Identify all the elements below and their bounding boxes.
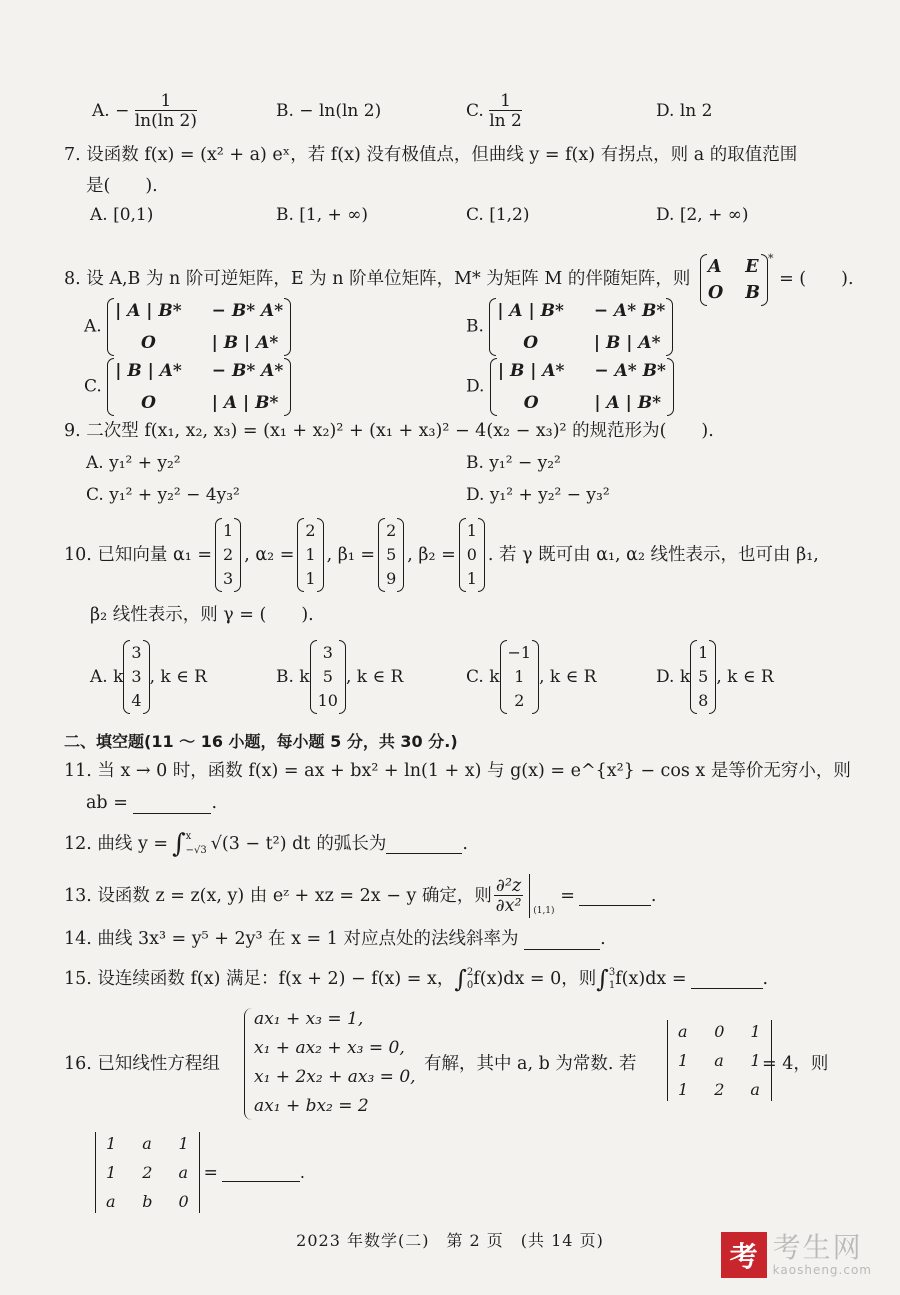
- q8-block-matrix-grid: [708, 256, 760, 304]
- q10-k-suffix: , k ∈ R: [149, 667, 207, 687]
- q16-det2-line: 1 a 1 1 2 a a b 0 = .: [95, 1132, 305, 1213]
- q10-beta2-label: , β₂ =: [407, 545, 456, 565]
- q16-answer-blank[interactable]: [222, 1163, 300, 1182]
- vector-entry: 3: [131, 667, 142, 686]
- vector-entry: 5: [386, 545, 397, 564]
- q8-choice-d-matrix: [490, 358, 674, 416]
- q15-int2-lower: 1: [608, 980, 616, 991]
- kaosheng-watermark: [721, 1232, 872, 1278]
- q16-det1-body: [667, 1020, 772, 1101]
- watermark-cn: 考生网: [772, 1231, 863, 1264]
- q15-integral-2: [596, 966, 615, 992]
- q6-c-num: 1: [489, 92, 522, 111]
- kaosheng-logo-icon: [721, 1232, 767, 1278]
- matrix-cell: O: [140, 333, 156, 353]
- q8-choice-c-label: C.: [84, 376, 102, 397]
- q10-alpha1-entries: [223, 520, 233, 590]
- integral-sign: ∫: [172, 829, 186, 859]
- q10-choice-a: [90, 640, 207, 714]
- q16-eq3: x₁ + 2x₂ + ax₃ = 0,: [254, 1067, 416, 1087]
- q8-choice-d: [466, 358, 674, 416]
- q13-stem: 13. 设函数 z = z(x, y) 由 eᶻ + xz = 2x − y 确定，则 $\frac{\text{∂²z}}{\text{∂x²}}$ (1,1) = .: [64, 874, 656, 918]
- integral-sign: ∫: [454, 965, 467, 993]
- q8-choice-a-label: A.: [84, 316, 102, 337]
- q8-stem-tail: = ( ).: [779, 269, 854, 289]
- q8-adjugate-star: *: [767, 252, 774, 265]
- matrix-cell: − B* A*: [211, 361, 284, 381]
- q10-beta1-entries: [386, 520, 396, 590]
- q12-limits: [186, 830, 207, 858]
- q12-integrand: √(3 − t²) dt: [210, 834, 311, 854]
- q13-num: ∂²z: [495, 875, 522, 896]
- vector-entry: 9: [386, 569, 397, 588]
- matrix-cell: | A | B*: [594, 393, 661, 413]
- vector-entry: 2: [223, 545, 234, 564]
- q7-choice-c: C. [1,2): [466, 205, 530, 225]
- q8-stem-text: 8. 设 A,B 为 n 阶可逆矩阵，E 为 n 阶单位矩阵，M* 为矩阵 M 的伴随矩阵，则: [64, 269, 691, 289]
- vector-entry: 8: [698, 691, 709, 710]
- q7-choice-a: A. [0,1): [90, 205, 154, 225]
- q16-det2-grid: [106, 1134, 189, 1211]
- q12-prefix: 12. 曲线 y =: [64, 834, 169, 854]
- q12-integral: [172, 830, 310, 858]
- q10-choice-b-entries: [318, 642, 338, 712]
- q11-stem-line1: 11. 当 x → 0 时，函数 f(x) = ax + bx² + ln(1 + x) 与 g(x) = e^{x²} − cos x 是等价无穷小，则: [64, 761, 851, 781]
- q12-answer-blank[interactable]: [386, 835, 462, 854]
- q7-choice-b: B. [1, + ∞): [276, 205, 368, 225]
- det-cell: 0: [714, 1022, 725, 1041]
- q15-int2-upper: 3: [608, 967, 616, 978]
- matrix-cell: | B | A*: [497, 361, 565, 381]
- q15-int1-lower: 0: [466, 980, 474, 991]
- q16-det2-body: [95, 1132, 200, 1213]
- q11-line2-text: ab =: [86, 793, 128, 813]
- q8-choice-b-label: B.: [466, 316, 484, 337]
- q8-matrix-cell: A: [707, 256, 722, 277]
- q6-choice-b: B. − ln(ln 2): [276, 101, 382, 121]
- q10-suffix: . 若 γ 既可由 α₁, α₂ 线性表示，也可由 β₁,: [487, 545, 819, 565]
- vector-entry: 5: [322, 667, 333, 686]
- q7-stem-line1: 7. 设函数 f(x) = (x² + a) eˣ，若 f(x) 没有极值点，但曲线 y = f(x) 有拐点，则 a 的取值范围: [64, 145, 798, 165]
- vector-entry: 1: [698, 643, 709, 662]
- q8-choice-c-grid: [115, 360, 283, 414]
- det-cell: a: [750, 1080, 760, 1099]
- q6-a-den: ln(ln 2): [134, 111, 198, 131]
- q16-det1-grid: [678, 1022, 761, 1099]
- matrix-cell: − A* B*: [593, 301, 666, 321]
- q10-choice-c: [466, 640, 596, 714]
- q16-prefix: 16. 已知线性方程组: [64, 1054, 220, 1074]
- det-cell: 1: [106, 1163, 117, 1182]
- q12-upper-limit: x: [185, 831, 192, 842]
- q15-integral-1: [454, 966, 473, 992]
- q8-choice-a-matrix: [107, 298, 291, 356]
- vector-entry: 3: [322, 643, 333, 662]
- q13-answer-blank[interactable]: [579, 887, 651, 906]
- q8-matrix-cell: O: [707, 282, 724, 303]
- q11-stem-line2: ab = .: [86, 793, 218, 813]
- matrix-cell: O: [523, 333, 538, 353]
- q15-stem: 15. 设连续函数 f(x) 满足：f(x + 2) − f(x) = x， ∫ 2 0 f(x)dx = 0，则 ∫ 3 1 f(x)dx = .: [64, 965, 769, 993]
- q10-beta1-label: , β₁ =: [326, 545, 376, 565]
- det-cell: a: [714, 1051, 724, 1070]
- q6-c-den: ln 2: [489, 111, 522, 131]
- q10-k-suffix: , k ∈ R: [345, 667, 404, 687]
- q16-det1: [667, 1020, 772, 1101]
- q10-choice-d-label: D. k: [656, 667, 691, 687]
- q10-alpha2-label: , α₂ =: [244, 545, 295, 565]
- q9-choice-b: B. y₁² − y₂²: [466, 453, 561, 473]
- q16-system-brace: [244, 1008, 253, 1120]
- matrix-cell: O: [141, 393, 156, 413]
- q8-choice-d-label: D.: [466, 376, 485, 397]
- q10-stem-line2: β₂ 线性表示，则 γ = ( ).: [90, 605, 314, 625]
- q10-k-suffix: , k ∈ R: [716, 667, 774, 687]
- q7-choice-d: D. [2, + ∞): [656, 205, 749, 225]
- vector-entry: 1: [466, 569, 477, 588]
- q16-mid: 有解，其中 a, b 为常数. 若: [424, 1054, 637, 1074]
- vector-entry: 0: [466, 545, 477, 564]
- q6-choice-a: [92, 92, 197, 131]
- det-cell: b: [142, 1192, 153, 1211]
- vector-entry: 1: [305, 569, 316, 588]
- vector-entry: −1: [507, 643, 532, 662]
- det-cell: 1: [678, 1051, 689, 1070]
- q8-stem: [64, 248, 854, 306]
- q10-prefix: 10. 已知向量 α₁ =: [64, 545, 213, 565]
- q10-choice-a-label: A. k: [90, 667, 124, 687]
- q9-stem: 9. 二次型 f(x₁, x₂, x₃) = (x₁ + x₂)² + (x₁ + x₃)² − 4(x₂ − x₃)² 的规范形为( ).: [64, 421, 714, 441]
- q11-answer-blank[interactable]: [133, 795, 211, 814]
- q9-choice-d: D. y₁² + y₂² − y₃²: [466, 485, 610, 505]
- q10-stem: [64, 518, 819, 592]
- vector-entry: 2: [386, 521, 397, 540]
- vector-entry: 3: [131, 643, 142, 662]
- q15-mid: f(x)dx = 0，则: [473, 969, 597, 989]
- page-footer: 2023 年数学(二) 第 2 页 (共 14 页): [296, 1231, 604, 1250]
- q10-choice-d-entries: [698, 642, 708, 712]
- q10-choice-a-entries: [131, 642, 141, 712]
- vector-entry: 1: [223, 521, 234, 540]
- q14-stem: 14. 曲线 3x³ = y⁵ + 2y³ 在 x = 1 对应点处的法线斜率为 .: [64, 929, 606, 949]
- q14-text: 14. 曲线 3x³ = y⁵ + 2y³ 在 x = 1 对应点处的法线斜率为: [64, 929, 519, 949]
- q8-choice-b-grid: [497, 300, 665, 354]
- q8-choice-c-matrix: [107, 358, 291, 416]
- q16-eq1: ax₁ + x₃ = 1,: [254, 1009, 364, 1029]
- q16-eq-text: = 4，则: [762, 1054, 829, 1074]
- matrix-cell: | A | B*: [115, 301, 182, 321]
- q13-equals: =: [560, 886, 575, 906]
- q10-choice-c-vector: [500, 640, 540, 714]
- integral-sign: ∫: [596, 965, 609, 993]
- q6-choice-c: [466, 92, 522, 131]
- q9-choice-c: C. y₁² + y₂² − 4y₃²: [86, 485, 240, 505]
- matrix-cell: | A | B*: [211, 393, 279, 413]
- q6-a-num: 1: [135, 92, 197, 111]
- logo-char: 考: [729, 1240, 758, 1273]
- q6-choice-c-prefix: C.: [466, 101, 484, 121]
- watermark-en: kaosheng.com: [772, 1263, 872, 1277]
- q10-alpha2-entries: [305, 520, 315, 590]
- det-cell: 1: [750, 1051, 761, 1070]
- q14-answer-blank[interactable]: [524, 931, 600, 950]
- watermark-text: [773, 1233, 872, 1277]
- det-cell: 1: [106, 1134, 117, 1153]
- q10-choice-b: [276, 640, 403, 714]
- matrix-cell: | A | B*: [497, 301, 564, 321]
- q15-end: f(x)dx =: [615, 969, 687, 989]
- q8-choice-a: [84, 298, 291, 356]
- q10-beta1-vector: [378, 518, 404, 592]
- vector-entry: 2: [305, 521, 316, 540]
- vector-entry: 2: [514, 691, 525, 710]
- q10-choice-d: [656, 640, 774, 714]
- q12-stem: 12. 曲线 y = ∫ x −√3 √(3 − t²) dt 的弧长为 .: [64, 829, 468, 859]
- vector-entry: 1: [466, 521, 477, 540]
- q6-choice-a-fraction: [135, 92, 197, 131]
- det-cell: 0: [178, 1192, 189, 1211]
- q8-choice-a-grid: [115, 300, 283, 354]
- det-cell: a: [178, 1163, 188, 1182]
- q15-prefix: 15. 设连续函数 f(x) 满足：f(x + 2) − f(x) = x，: [64, 969, 455, 989]
- q16-end: =: [203, 1162, 218, 1183]
- q8-choice-b: [466, 298, 673, 356]
- q10-choice-d-vector: [690, 640, 716, 714]
- det-cell: a: [106, 1192, 116, 1211]
- q8-block-matrix: [700, 254, 768, 306]
- q10-choice-b-label: B. k: [276, 667, 310, 687]
- q10-beta2-vector: [459, 518, 485, 592]
- matrix-cell: | B | A*: [211, 333, 279, 353]
- det-cell: 1: [750, 1022, 761, 1041]
- det-cell: a: [678, 1022, 688, 1041]
- q10-choice-c-entries: [508, 642, 532, 712]
- q10-k-suffix: , k ∈ R: [539, 667, 597, 687]
- q13-partial-fraction: [494, 877, 523, 916]
- q7-stem-line2: 是( ).: [86, 176, 158, 196]
- q12-lower-limit: −√3: [185, 845, 207, 856]
- q10-alpha1-vector: [215, 518, 241, 592]
- q6-choice-c-fraction: [489, 92, 522, 131]
- q10-choice-c-label: C. k: [466, 667, 500, 687]
- matrix-cell: O: [523, 393, 539, 413]
- q8-choice-c: [84, 358, 291, 416]
- det-cell: a: [142, 1134, 152, 1153]
- matrix-cell: | B | A*: [115, 361, 182, 381]
- q10-alpha2-vector: [297, 518, 323, 592]
- det-cell: 1: [678, 1080, 689, 1099]
- vector-entry: 3: [223, 569, 234, 588]
- q16-eq2: x₁ + ax₂ + x₃ = 0,: [254, 1038, 405, 1058]
- q15-answer-blank[interactable]: [691, 970, 763, 989]
- q12-suffix: 的弧长为: [316, 834, 387, 854]
- q10-choice-b-vector: [310, 640, 346, 714]
- q13-prefix: 13. 设函数 z = z(x, y) 由 eᶻ + xz = 2x − y 确定，则: [64, 886, 492, 906]
- det-cell: 2: [142, 1163, 153, 1182]
- q13-den: ∂x²: [495, 895, 522, 916]
- det-cell: 1: [178, 1134, 189, 1153]
- q6-choice-a-prefix: A. −: [92, 101, 130, 121]
- matrix-cell: − A* B*: [594, 361, 666, 381]
- vector-entry: 1: [514, 667, 525, 686]
- q8-choice-d-grid: [498, 360, 666, 414]
- q6-choice-d: D. ln 2: [656, 101, 713, 121]
- section-fill-in-header: 二、填空题(11 ～ 16 小题，每小题 5 分，共 30 分.): [64, 732, 458, 751]
- matrix-cell: | B | A*: [593, 333, 661, 353]
- vector-entry: 5: [698, 667, 709, 686]
- matrix-cell: − B* A*: [211, 301, 284, 321]
- q13-evaluation-bar: [529, 874, 555, 918]
- vector-entry: 1: [305, 545, 316, 564]
- vector-entry: 10: [317, 691, 338, 710]
- q15-int1-upper: 2: [466, 967, 474, 978]
- q10-choice-a-vector: [123, 640, 149, 714]
- q8-matrix-cell: E: [745, 256, 759, 277]
- vector-entry: 4: [131, 691, 142, 710]
- q9-choice-a: A. y₁² + y₂²: [86, 453, 181, 473]
- q10-beta2-entries: [467, 520, 477, 590]
- q16-eq4: ax₁ + bx₂ = 2: [254, 1096, 369, 1116]
- det-cell: 2: [714, 1080, 725, 1099]
- q8-choice-b-matrix: [489, 298, 673, 356]
- q8-matrix-cell: B: [745, 282, 760, 303]
- q13-point: (1,1): [533, 906, 555, 916]
